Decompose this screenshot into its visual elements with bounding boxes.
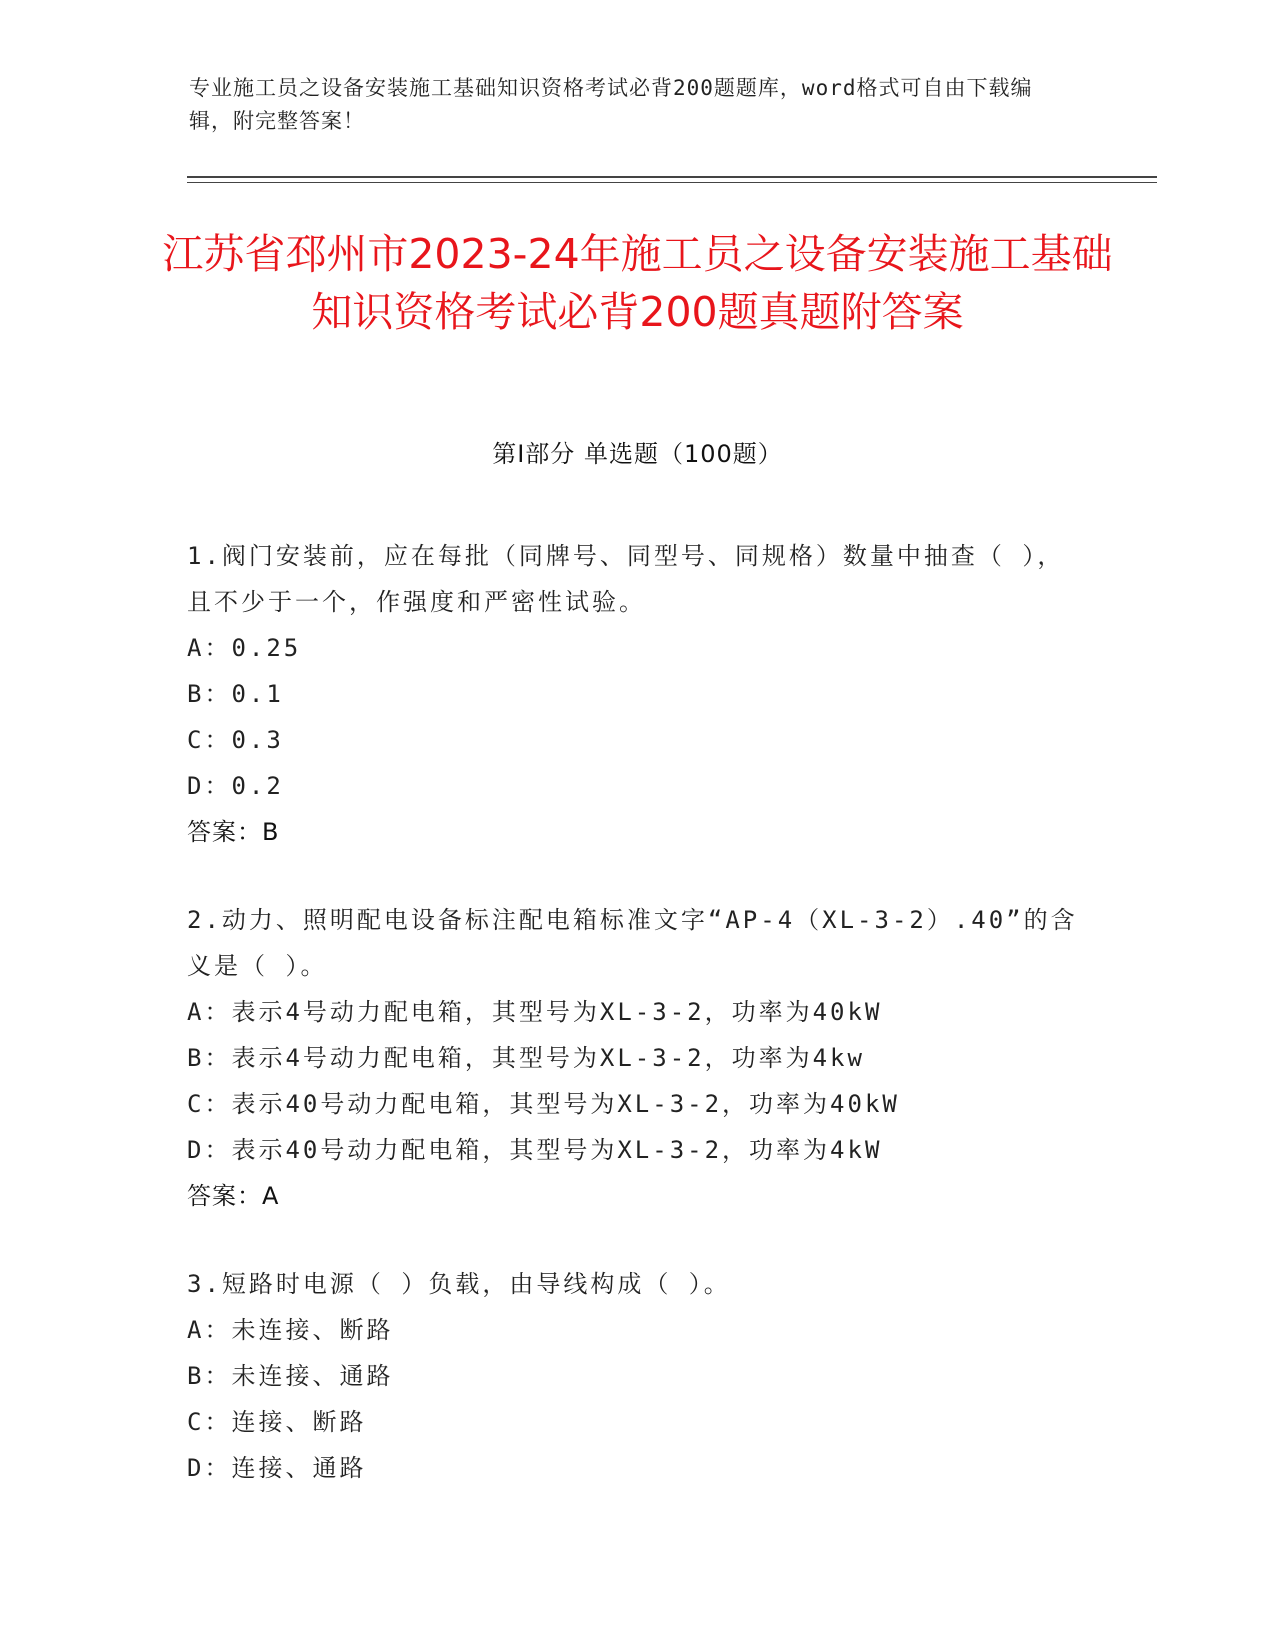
- section-heading: 第Ⅰ部分 单选题（100题）: [492, 440, 783, 468]
- option-b: B：表示4号动力配电箱，其型号为XL-3-2，功率为4kw: [187, 1044, 865, 1072]
- question-item: [187, 1261, 1087, 1491]
- question-item: [187, 533, 1087, 855]
- question-item: [187, 897, 1087, 1219]
- option-c: C：0.3: [187, 726, 284, 754]
- option-a: A：表示4号动力配电箱，其型号为XL-3-2，功率为40kW: [187, 998, 883, 1026]
- question-stem: 3.短路时电源（ ）负载，由导线构成（ ）。: [187, 1270, 731, 1298]
- option-d: D：表示40号动力配电箱，其型号为XL-3-2，功率为4kW: [187, 1136, 883, 1164]
- option-b: B：未连接、通路: [187, 1362, 394, 1390]
- option-c: C：连接、断路: [187, 1408, 367, 1436]
- option-b: B：0.1: [187, 680, 284, 708]
- header-rule-thin: [187, 182, 1157, 183]
- option-a: A：0.25: [187, 634, 302, 662]
- option-a: A：未连接、断路: [187, 1316, 394, 1344]
- question-list: [187, 533, 1087, 1533]
- question-stem: 2.动力、照明配电设备标注配电箱标准文字“AP-4（XL-3-2）.40”的含义是（ ）。: [187, 906, 1078, 980]
- option-c: C：表示40号动力配电箱，其型号为XL-3-2，功率为40kW: [187, 1090, 900, 1118]
- header-note: 专业施工员之设备安装施工基础知识资格考试必背200题题库，word格式可自由下载编辑，附完整答案！: [189, 76, 1033, 133]
- option-d: D：连接、通路: [187, 1454, 367, 1482]
- question-stem: 1.阀门安装前，应在每批（同牌号、同型号、同规格）数量中抽查（ ），且不少于一个，作强度和严密性试验。: [187, 542, 1065, 616]
- document-title: 江苏省邳州市2023-24年施工员之设备安装施工基础知识资格考试必背200题真题附答案: [162, 230, 1113, 336]
- header-rule-thick: [187, 176, 1157, 178]
- answer-line: 答案：A: [187, 1182, 280, 1210]
- option-d: D：0.2: [187, 772, 284, 800]
- answer-line: 答案：B: [187, 818, 280, 846]
